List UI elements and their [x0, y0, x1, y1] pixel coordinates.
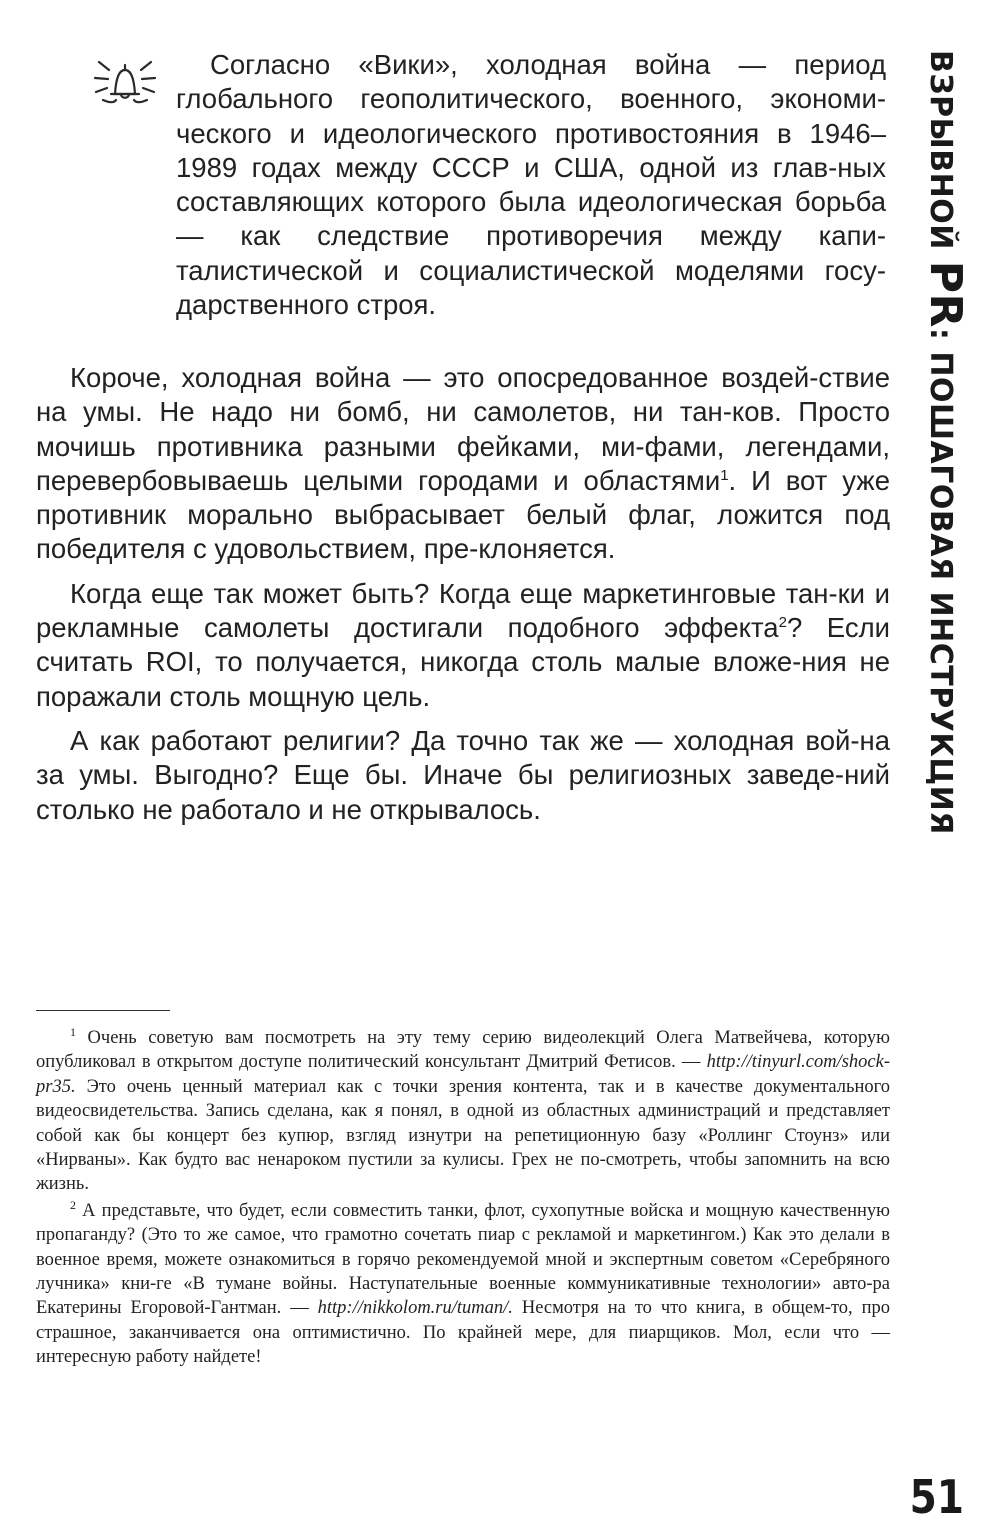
callout-text: Согласно «Вики», холодная война — период глобального геополитического, военного, экономи-ческого и идеологического противостояния в 1946–1989 годах между СССР и США, одной из глав-ных составляющих которого была идеологическая борьба — как следствие противоречия между капи-талистической и социалистической моделями госу-дарственного строя. — [176, 49, 886, 321]
paragraph-2: Когда еще так может быть? Когда еще маркетинговые тан-ки и рекламные самолеты достигали подобного эффекта$^2$? Если считать ROI, то получается, никогда столь малые вложе-ния не поражали столь мощную цель. — [36, 577, 890, 712]
footnote-divider — [36, 1010, 170, 1011]
running-head: ВЗРЫВНОЙ PR: ПОШАГОВАЯ ИНСТРУКЦИЯ — [920, 50, 971, 835]
footnote-1: $^1$ Очень советую вам посмотреть на эту тему серию видеолекций Олега Матвейчева, которую опубликовал в открытом доступе политический консультант Дмитрий Фетисов. — http://tinyurl.com/shock-pr35. Это очень ценный материал как с точки зрения контента, так и в качестве документального видеосвидетельства. Запись сделана, как я понял, в одной из областных администраций и представляет собой как бы концерт без купюр, взгляд изнутри на репетиционную базу «Роллинг Стоунз» или «Нирваны». Как будто вас ненароком пустили за кулисы. Грех не по-смотреть, чтобы запомнить на всю жизнь. — [36, 1024, 891, 1195]
main-text — [36, 361, 890, 837]
callout-note — [90, 48, 890, 322]
footnotes — [36, 1026, 890, 1372]
paragraph-1: Короче, холодная война — это опосредованное воздей-ствие на умы. Не надо ни бомб, ни самолетов, ни тан-ков. Просто мочишь противника разными фейками, ми-фами, легендами, перевербовываешь целыми городами и областями$^1$. И вот уже противник морально выбрасывает белый флаг, ложится под победителя с удовольствием, пре-клоняется. — [36, 362, 890, 565]
footnote-ref-2: 2 — [778, 613, 787, 631]
footnote-ref-1: 1 — [720, 466, 729, 484]
footnote-link[interactable]: http://nikkolom.ru/tuman/. — [317, 1298, 513, 1319]
paragraph-3: А как работают религии? Да точно так же — холодная вой-на за умы. Выгодно? Еще бы. Иначе бы религиозных заведе-ний столько не работало и не открывалось. — [36, 724, 890, 825]
footnote-link[interactable]: http://tinyurl.com/shock-pr35. — [36, 1052, 890, 1097]
footnote-2: $^2$ А представьте, что будет, если совместить танки, флот, сухопутные войска и мощную качественную пропаганду? (Это то же самое, что грамотно сочетать пиар с рекламой и маркетингом.) Как это делали в военное время, можете ознакомиться в горячо рекомендуемой мной и экспертным советом «Серебряного лучника» кни-ге «В тумане войны. Наступательные военные коммуникативные технологии» авто-ра Екатерины Егоровой-Гантман. — http://nikkolom.ru/tuman/. Несмотря на то что книга, в общем-то, про страшное, заканчивается она оптимистично. По крайней мере, для пиарщиков. Мол, если что — интересную работу найдете! — [36, 1197, 890, 1368]
alarm-bell-icon — [90, 56, 160, 110]
page-number: 51 — [909, 1470, 964, 1524]
